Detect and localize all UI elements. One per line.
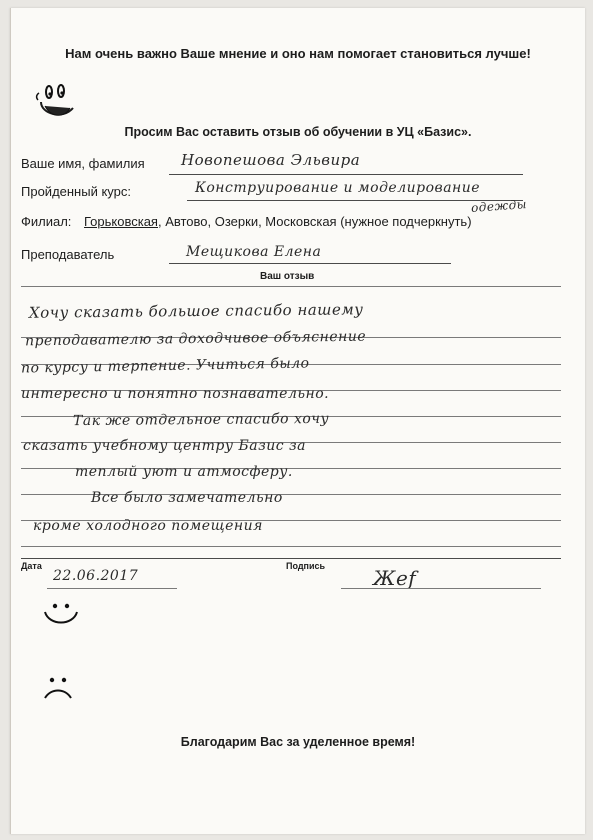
review-line: интересно и понятно познавательно.	[21, 386, 330, 402]
course-value-line1: Конструирование и моделирование	[195, 180, 481, 196]
review-title: Ваш отзыв	[260, 271, 315, 282]
signature-value: Жеf	[373, 566, 417, 590]
teacher-underline	[169, 263, 451, 264]
review-line: преподавателю за доходчивое объяснение	[24, 328, 367, 350]
branch-others: , Автово, Озерки, Московская (нужное подчеркнуть)	[157, 214, 472, 229]
feedback-form	[10, 8, 585, 834]
review-line: теплый уют и атмосферу.	[75, 464, 293, 480]
form-header: Нам очень важно Ваше мнение и оно нам помогает становиться лучше!	[65, 46, 531, 61]
thanks-text: Благодарим Вас за уделенное время!	[180, 735, 416, 749]
review-line: сказать учебному центру Базис за	[23, 438, 307, 454]
review-line: кроме холодного помещения	[33, 518, 263, 534]
review-line: по курсу и терпение. Учиться было	[20, 355, 310, 377]
footer-separator	[21, 558, 561, 559]
signature-underline	[341, 588, 541, 589]
sad-face-icon	[37, 668, 81, 712]
review-line: Так же отдельное спасибо хочу	[72, 410, 330, 430]
name-label: Ваше имя, фамилия	[21, 156, 145, 171]
teacher-label: Преподаватель	[21, 247, 115, 262]
date-value: 22.06.2017	[53, 568, 139, 584]
review-line: Все было замечательно	[91, 490, 283, 506]
branch-label: Филиал:	[21, 214, 72, 229]
branch-options	[84, 214, 472, 229]
teacher-value: Мещикова Елена	[186, 244, 322, 260]
branch-selected: Горьковская	[84, 214, 158, 229]
date-underline	[47, 588, 177, 589]
request-text: Просим Вас оставить отзыв об обучении в УЦ «Базис».	[124, 125, 472, 139]
course-value-line2: одежды	[470, 197, 528, 215]
review-line: Хочу сказать большое спасибо нашему	[28, 300, 364, 322]
name-value: Новопешова Эльвира	[181, 151, 361, 169]
happy-face-icon	[33, 78, 79, 124]
signature-label: Подпись	[286, 561, 326, 571]
review-rule	[21, 546, 561, 547]
date-label: Дата	[21, 561, 42, 571]
smiling-face-icon	[39, 592, 83, 636]
course-label: Пройденный курс:	[21, 184, 131, 199]
review-rule	[21, 286, 561, 287]
name-underline	[169, 174, 523, 175]
